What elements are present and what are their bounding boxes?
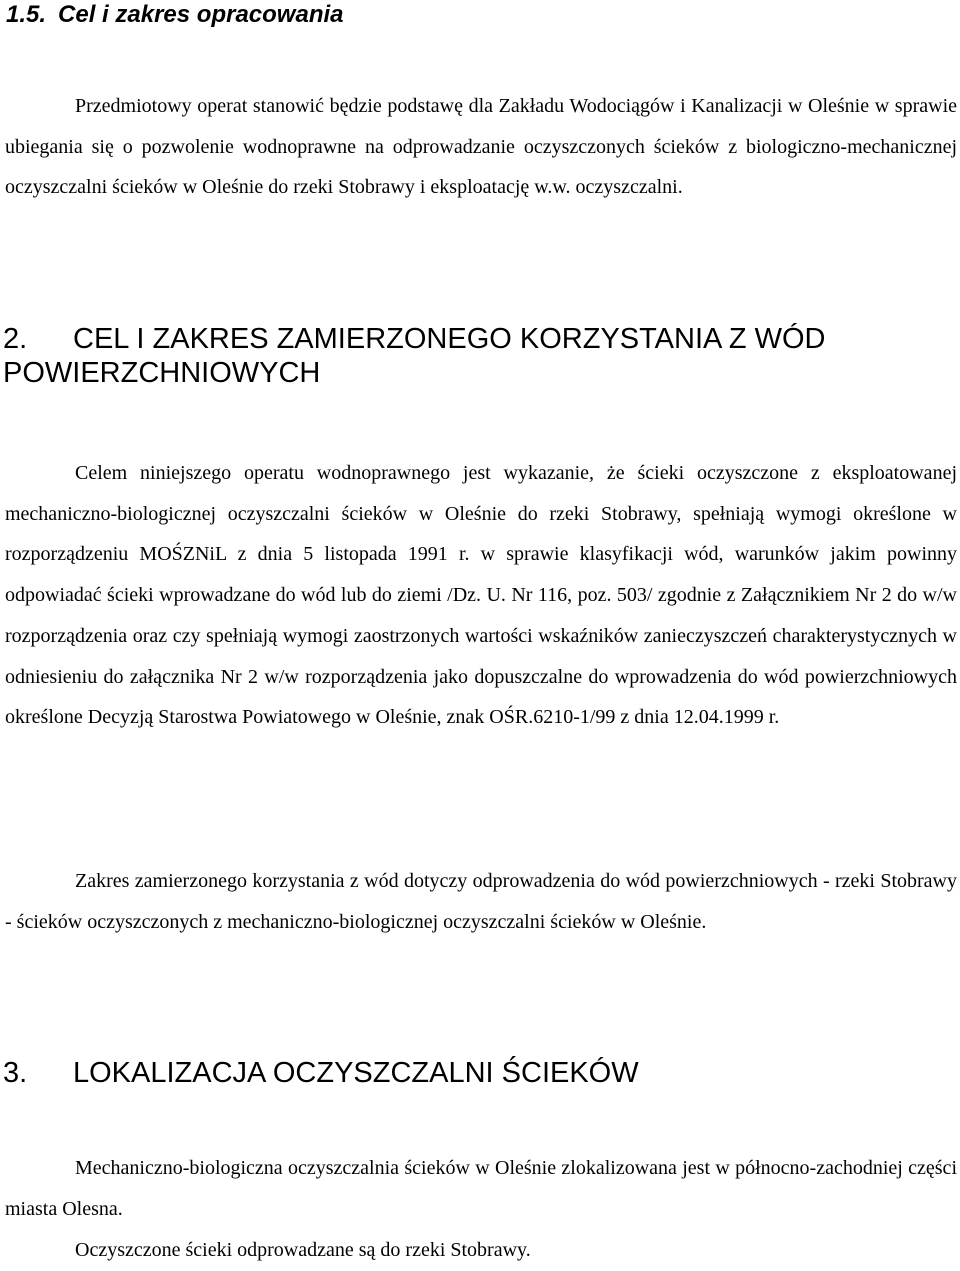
section-3-paragraph-1: Mechaniczno-biologiczna oczyszczalnia ścieków w Oleśnie zlokalizowana jest w północno-zachodniej części miasta Olesna. (5, 1157, 957, 1220)
section-1-5-heading (6, 0, 344, 30)
section-1-5-paragraph: Przedmiotowy operat stanowić będzie podstawę dla Zakładu Wodociągów i Kanalizacji w Oleśnie w sprawie ubiegania się o pozwolenie wodnoprawne na odprowadzanie oczyszczonych ścieków z biologiczno-mechanicznej oczyszczalni ścieków w Oleśnie do rzeki Stobrawy i eksploatację w.w. oczyszczalni. (5, 95, 957, 199)
section-2-title-line-1: CEL I ZAKRES ZAMIERZONEGO KORZYSTANIA Z WÓD (73, 323, 826, 355)
section-1-5-title: Cel i zakres opracowania (58, 1, 344, 28)
section-3-title: LOKALIZACJA OCZYSZCZALNI ŚCIEKÓW (73, 1057, 639, 1089)
section-2-paragraph-2: Zakres zamierzonego korzystania z wód dotyczy odprowadzenia do wód powierzchniowych - rzeki Stobrawy - ścieków oczyszczonych z mechaniczno-biologicznej oczyszczalni ścieków w Oleśnie. (5, 870, 957, 933)
section-3-heading (3, 1056, 639, 1090)
section-2-paragraph-1: Celem niniejszego operatu wodnoprawnego jest wykazanie, że ścieki oczyszczone z eksploatowanej mechaniczno-biologicznej oczyszczalni ścieków w Oleśnie do rzeki Stobrawy, spełniają wymogi określone w rozporządzeniu MOŚZNiL z dnia 5 listopada 1991 r. w sprawie klasyfikacji wód, warunków jakim powinny odpowiadać ścieki wprowadzane do wód lub do ziemi /Dz. U. Nr 116, poz. 503/ zgodnie z Załącznikiem Nr 2 do w/w rozporządzenia oraz czy spełniają wymogi zaostrzonych wartości wskaźników zanieczyszczeń charakterystycznych w odniesieniu do załącznika Nr 2 w/w rozporządzenia jako dopuszczalne do wprowadzenia do wód powierzchniowych określone Decyzją Starostwa Powiatowego w Oleśnie, znak OŚR.6210-1/99 z dnia 12.04.1999 r. (5, 462, 957, 729)
section-2-heading (3, 322, 825, 390)
section-3-paragraph-2: Oczyszczone ścieki odprowadzane są do rzeki Stobrawy. (75, 1239, 531, 1261)
section-2-number: 2. (3, 323, 28, 355)
section-2-title-line-2: POWIERZCHNIOWYCH (3, 357, 321, 389)
section-1-5-number: 1.5. (6, 1, 47, 28)
section-3-number: 3. (3, 1057, 28, 1089)
